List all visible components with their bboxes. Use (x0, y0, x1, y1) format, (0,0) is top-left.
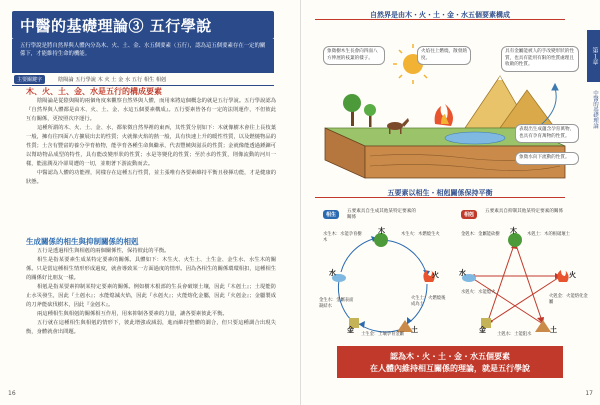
chapter-subtitle: 中醫的基礎理論 (592, 90, 598, 129)
note-wood-earth: 木剋土：木的根破壞土 (527, 232, 570, 237)
note-fire-metal: 火剋金：火能熔化金屬 (549, 294, 588, 305)
ke-earth-label: 土 (550, 326, 557, 334)
ke-fire-label: 火 (569, 271, 576, 279)
note-metal-water: 金生水：金屬表面凝結水 (319, 298, 354, 309)
section2-paragraph: 相剋是指某要素抑制某特定要素的關係。例如樹木根部的生長會破壞土壤，因此『木剋土』；土堤能防止水災發生，因此『土剋水』；水能熄滅火焰，因此『水剋火』；火能熔化金屬，因此『火剋金』；金屬製成的刀斧能砍伐樹木，因此『金剋木』。 (26, 284, 276, 308)
note-water-wood: 水生木：水能孕育樹木 (323, 232, 362, 243)
section2-paragraph: 相生是指某要素生成某特定要素的關係。具體如下：木生火、火生土、土生金、金生水、水生木的關係。只是當這種相生情形形成過度，就會導致某一方面過度的情形。因為各相生的關係環環相扣，這種相生的關係好比朋友一樣。 (26, 257, 276, 281)
ke-metal-label: 金 (479, 326, 486, 334)
note-mountain: 具有金屬能被人的手改變形狀的性質，也具有能用有限的性質處理且收斂的性質。 (501, 46, 579, 72)
note-fire: 火焰往上燃燒，散發熱度。 (417, 46, 471, 65)
keywords-row (12, 73, 274, 86)
ke-fire-icon (557, 270, 568, 282)
sheng-fire-label: 火 (432, 271, 439, 279)
sheng-wood-label: 木 (378, 227, 385, 235)
section2-heading: 生成關係的相生與抑制關係的相剋 (26, 237, 139, 246)
intro-text: 五行學說是將自然界與人體內分為木、火、土、金、水五個要素（五行），認為這五個要素存在一定的關係下，才能維持生命的機能。 (20, 43, 266, 57)
section2-body (26, 247, 276, 337)
ke-earth-icon (535, 320, 551, 332)
section2-paragraph: 兩這種相生與相剋的關係相互作用，用來抑制各要素的力量，讓各要素彼此平衡。 (37, 311, 228, 317)
section1-heading: 木、火、土、金、水是五行的構成要素 (26, 87, 162, 96)
section1-paragraph: 中醫認為人體的功能裡，同樣存在這種五行性質，並主張唯有各要素維持平衡且發揮功能，才是健康的狀態。 (26, 170, 276, 185)
ke-cycle-diagram (451, 224, 581, 342)
note-metal-wood: 金剋木：金屬能砍樹 (461, 232, 500, 237)
page-title: 中醫的基礎理論③ 五行學說 (20, 17, 212, 35)
relation-title: 五要素以相生・相剋關係保持平衡 (384, 189, 497, 197)
note-tree: 象徵樹木生長會向四面八方伸展的枝葉的樣子。 (323, 46, 385, 65)
ke-badge: 相剋 (461, 210, 477, 219)
nature-title: 自然界是由木・火・土・金・水五個要素構成 (366, 11, 514, 19)
keywords-label: 主要關鍵字 (14, 75, 45, 84)
sheng-water-label: 水 (329, 269, 336, 277)
note-earth-water: 土剋水：土能阻水 (497, 332, 532, 337)
sheng-badge: 相生 (323, 210, 339, 219)
relation-header (315, 186, 565, 206)
title-bar (12, 11, 274, 39)
section2-paragraph: 五行是透過相生與相剋的兩個關係性，保持彼此的平衡。 (37, 248, 170, 254)
ke-description: 五要素具自抑制其他某特定要素的關係 (485, 209, 564, 214)
ke-water-label: 水 (459, 269, 466, 277)
intro-box (12, 39, 274, 73)
section2-paragraph: 五行就在這種相生與相剋的情形下，彼此增強或減弱，進而維持整體的調合，但只要這種調合出現失衡，身體就會出問題。 (26, 320, 276, 335)
note-soil: 表現出生成蘊含孕育萬物，也具有孕育萬物的性質。 (515, 124, 579, 143)
section1-paragraph: 這種所謂的木、火、土、金、水，都象徵自然界裡的東西，其性質分別如下：木就像樹木會往上長枝葉一般，擁有往四面八方擴展出去的性質；火就像火焰的熱一般，具有快速上升的暖性性質，以及燃燒物品的性質；土含有豐富的養分孕育植物，能孕育各種生命與繼承，代表豐饒與滋長的性質；金就像能透過錘鍊可以幫助物品成型的特性，具有能改變形狀的性質；水是等變化的性質；至於水的性質，則像流動的河川一樣，能滋潤及冷卻周遭的一切，並朝著下游流動而去。 (26, 125, 276, 167)
summary-box (337, 346, 563, 378)
section1-paragraph: 陰陽論是從陰與陽的兩個角度來觀察自然界與人體，而用來將這個概念的就是五行學說。五行學說認為『自然界與人體都是由木、火、土、金、水這五個要素構成』。五行要素皆各有一定的法則運作，不但彼此互有關係，更按照次序運行。 (26, 98, 276, 122)
summary-text (337, 350, 563, 374)
note-fire-earth: 火生土：火燃燒後成為土 (411, 296, 446, 307)
nature-header (315, 8, 565, 28)
summary-line-1: 認為木・火・土・金・水五個要素 (390, 351, 510, 361)
page-number-right: 17 (585, 390, 593, 397)
sheng-earth-label: 土 (411, 326, 418, 334)
summary-line-2: 在人體內維持相互關係的理論，就是五行學說 (370, 363, 530, 373)
sheng-description: 五要素具自生成其他某特定要素的關係 (347, 209, 416, 220)
sheng-metal-label: 金 (347, 326, 354, 334)
right-page (300, 0, 600, 405)
keywords-text: 陰陽論 五行學說 木 火 土 金 水 五行 相生 相剋 (58, 77, 167, 83)
note-wood-fire: 木生火：木燃燒生火 (401, 232, 440, 237)
ke-wood-label: 木 (510, 227, 517, 235)
chapter-tab: 第１章 (587, 30, 600, 82)
note-water-fire: 水剋火：水能熄火 (461, 290, 496, 295)
section1-body (26, 97, 276, 187)
page-number-left: 16 (8, 390, 16, 397)
note-water: 象徵水向下流動的性質。 (515, 152, 579, 165)
note-earth-metal: 土生金：土壤孕育金屬 (361, 332, 404, 337)
